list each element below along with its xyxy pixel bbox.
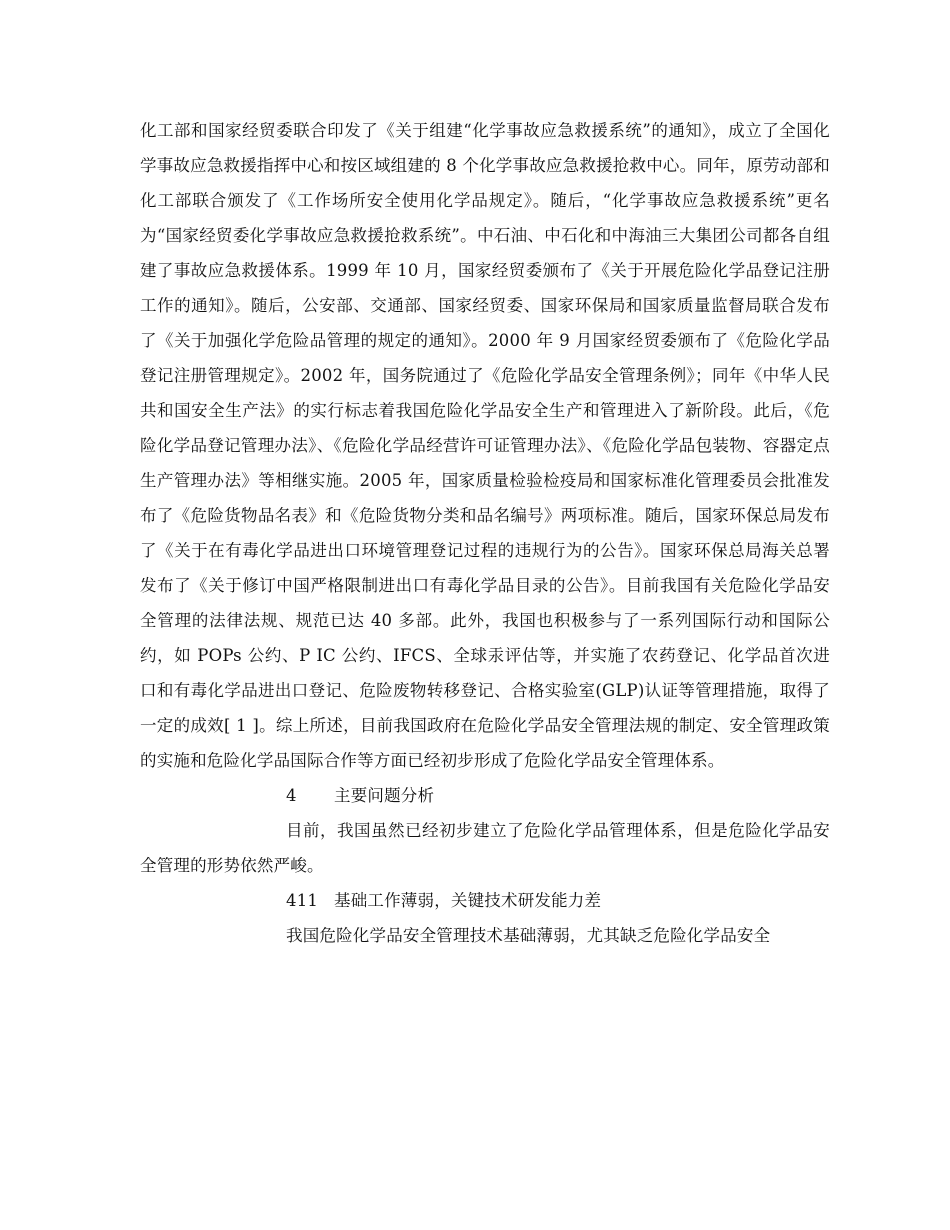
paragraph-section-411-body: 我国危险化学品安全管理技术基础薄弱，尤其缺乏危险化学品安全	[286, 926, 771, 945]
paragraph-section-4-body: 目前，我国虽然已经初步建立了危险化学品管理体系，但是危险化学品安全管理的形势依然严峻。	[140, 821, 830, 875]
section-number: 411	[286, 891, 319, 910]
section-number: 4	[286, 786, 297, 805]
section-heading-411	[140, 883, 830, 918]
document-body	[140, 113, 830, 953]
paragraph-regulations-history: 化工部和国家经贸委联合印发了《关于组建“化学事故应急救援系统”的通知》，成立了全国化学事故应急救援指挥中心和按区域组建的 8 个化学事故应急救援抢救中心。同年，原劳动部和化工部联合颁发了《工作场所安全使用化学品规定》。随后，“化学事故应急救援系统”更名为“国家经贸委化学事故应急救援抢救系统”。中石油、中石化和中海油三大集团公司都各自组建了事故应急救援体系。1999 年 10 月，国家经贸委颁布了《关于开展危险化学品登记注册工作的通知》。随后，公安部、交通部、国家经贸委、国家环保局和国家质量监督局联合发布了《关于加强化学危险品管理的规定的通知》。2000 年 9 月国家经贸委颁布了《危险化学品登记注册管理规定》。2002 年，国务院通过了《危险化学品安全管理条例》；同年《中华人民共和国安全生产法》的实行标志着我国危险化学品安全生产和管理进入了新阶段。此后，《危险化学品登记管理办法》、《危险化学品经营许可证管理办法》、《危险化学品包装物、容器定点生产管理办法》等相继实施。2005 年，国家质量检验检疫局和国家标准化管理委员会批准发布了《危险货物品名表》和《危险货物分类和品名编号》两项标准。随后，国家环保总局发布了《关于在有毒化学品进出口环境管理登记过程的违规行为的公告》。国家环保总局海关总署发布了《关于修订中国严格限制进出口有毒化学品目录的公告》。目前我国有关危险化学品安全管理的法律法规、规范已达 40 多部。此外，我国也积极参与了一系列国际行动和国际公约，如 POPs 公约、P IC 公约、IFCS、全球汞评估等，并实施了农药登记、化学品首次进口和有毒化学品进出口登记、危险废物转移登记、合格实验室(GLP)认证等管理措施，取得了一定的成效[ 1 ]。综上所述，目前我国政府在危险化学品安全管理法规的制定、安全管理政策的实施和危险化学品国际合作等方面已经初步形成了危险化学品安全管理体系。	[140, 121, 830, 770]
section-title: 基础工作薄弱，关键技术研发能力差	[334, 891, 602, 910]
section-title: 主要问题分析	[334, 786, 435, 805]
section-heading-4	[140, 778, 830, 813]
